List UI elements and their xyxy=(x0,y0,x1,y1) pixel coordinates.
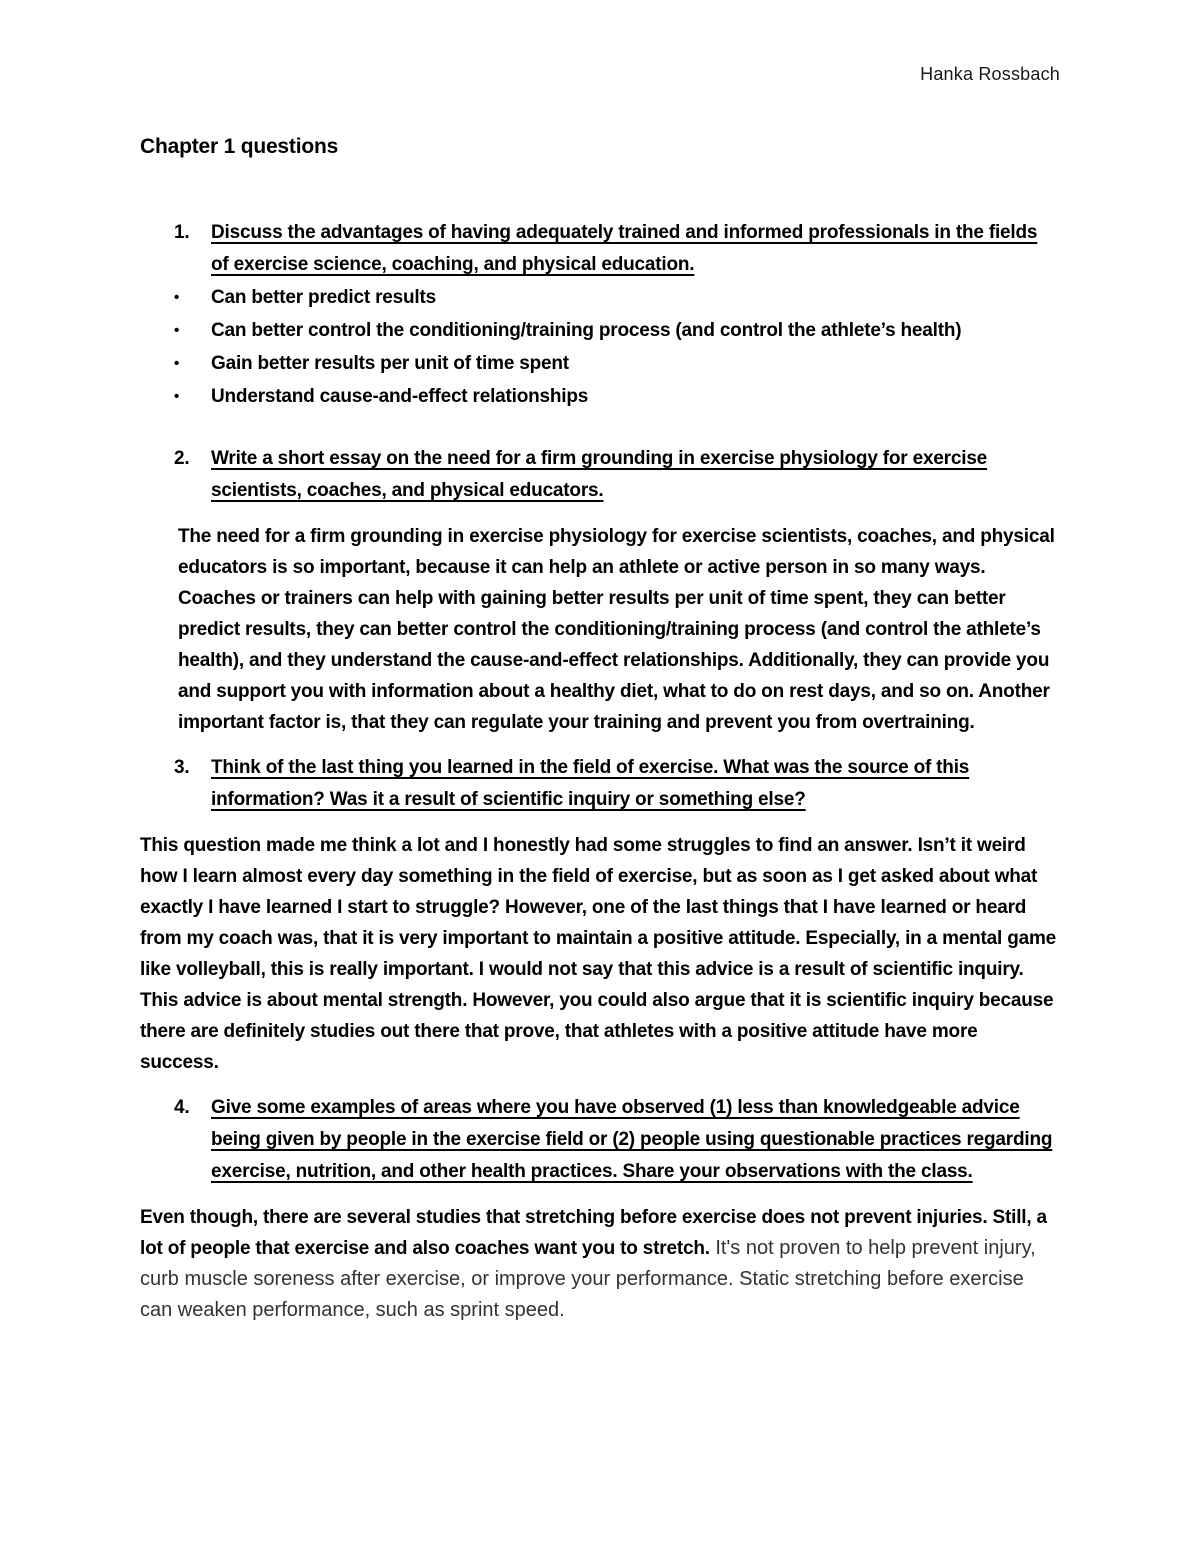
question-2 xyxy=(140,443,1060,507)
author-name: Hanka Rossbach xyxy=(920,64,1060,84)
question-1-number: 1. xyxy=(174,222,190,243)
bullet-item xyxy=(140,347,1060,380)
question-3-text: Think of the last thing you learned in the field of exercise. What was the source of this information? Was it a result of scientific inquiry or something else? xyxy=(211,757,970,810)
question-1 xyxy=(140,217,1060,281)
bullet-text: Understand cause-and-effect relationships xyxy=(211,386,589,407)
bullet-icon: • xyxy=(174,355,180,372)
bullet-text: Gain better results per unit of time spent xyxy=(211,353,569,374)
question-4-answer-pasted-text: It's not proven to help prevent injury, curb muscle soreness after exercise, or improve your performance. Static stretching before exercise can weaken performance, such as sprint speed. xyxy=(140,1237,1036,1321)
bullet-item xyxy=(140,281,1060,314)
bullet-text: Can better predict results xyxy=(211,287,436,308)
question-4 xyxy=(140,1092,1060,1188)
question-1-bullet-list xyxy=(140,281,1060,413)
question-2-number: 2. xyxy=(174,448,190,469)
bullet-text: Can better control the conditioning/training process (and control the athlete’s health) xyxy=(211,320,962,341)
question-2-answer-paragraph: The need for a firm grounding in exercise physiology for exercise scientists, coaches, and physical educators is so important, because it can help an athlete or active person in so many ways. Coaches or trainers can help with gaining better results per unit of time spent, they can better predict results, they can better control the conditioning/training process (and control the athlete’s health), and they understand the cause-and-effect relationships. Additionally, they can provide you and support you with information about a healthy diet, what to do on rest days, and so on. Another important factor is, that they can regulate your training and prevent you from overtraining. xyxy=(178,526,1055,733)
question-2-text: Write a short essay on the need for a firm grounding in exercise physiology for exercise scientists, coaches, and physical educators. xyxy=(211,448,988,501)
question-4-answer-paragraph xyxy=(140,1202,1060,1326)
bullet-icon: • xyxy=(174,289,180,306)
question-4-text: Give some examples of areas where you have observed (1) less than knowledgeable advice being given by people in the exercise field or (2) people using questionable practices regarding exercise, nutrition, and other health practices. Share your observations with the class. xyxy=(211,1097,1053,1182)
question-4-answer-bold-text: Even though, there are several studies that stretching before exercise does not prevent injuries. Still, a lot of people that exercise and also coaches want you to stretch. xyxy=(140,1207,1047,1259)
bullet-item xyxy=(140,380,1060,413)
bullet-icon: • xyxy=(174,322,180,339)
question-1-block xyxy=(140,217,1060,413)
question-1-text: Discuss the advantages of having adequately trained and informed professionals in the fields of exercise science, coaching, and physical education. xyxy=(211,222,1038,275)
question-3-number: 3. xyxy=(174,757,190,778)
question-3-block xyxy=(140,752,1060,1078)
bullet-icon: • xyxy=(174,388,180,405)
bullet-item xyxy=(140,314,1060,347)
question-4-block xyxy=(140,1092,1060,1326)
question-3-answer-paragraph: This question made me think a lot and I honestly had some struggles to find an answer. Isn’t it weird how I learn almost every day something in the field of exercise, but as soon as I get asked about what exactly I have learned I start to struggle? However, one of the last things that I have learned or heard from my coach was, that it is very important to maintain a positive attitude. Especially, in a mental game like volleyball, this is really important. I would not say that this advice is a result of scientific inquiry. This advice is about mental strength. However, you could also argue that it is scientific inquiry because there are definitely studies out there that prove, that athletes with a positive attitude have more success. xyxy=(140,835,1057,1073)
question-2-block xyxy=(140,443,1060,738)
page-title: Chapter 1 questions xyxy=(140,135,339,158)
question-3 xyxy=(140,752,1060,816)
question-4-number: 4. xyxy=(174,1097,190,1118)
